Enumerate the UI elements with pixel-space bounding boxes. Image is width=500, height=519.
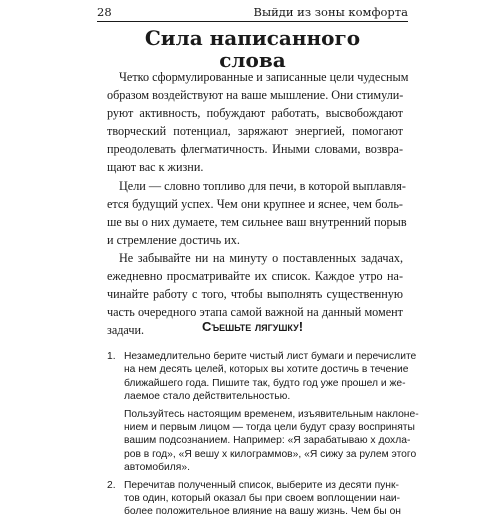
text-line: преодолевать флегматичность. Иными словами, возвра-	[107, 142, 403, 157]
paragraph	[107, 68, 409, 177]
page-number: 28	[97, 5, 112, 19]
text-line: щают вас к жизни.	[107, 160, 204, 175]
list-item-note	[124, 408, 419, 475]
text-line: лаемое стало действительностью.	[124, 391, 291, 403]
text-line: задачи.	[107, 323, 145, 338]
text-line: Не забывайте ни на минуту о поставленных задачах,	[119, 250, 403, 265]
text-line: ше вы о них думаете, тем сильнее ваш внутренний порыв	[107, 214, 407, 229]
title-line: слова	[219, 48, 286, 72]
text-line: на нем десять целей, которых вы хотите достичь в течение	[124, 364, 409, 376]
text-line: Четко сформулированные и записанные цели чудесным	[119, 70, 409, 84]
list-item	[107, 350, 419, 475]
text-line: Цели — словно топливо для печи, в которой выплавля-	[119, 178, 406, 193]
text-line: вашим подсознанием. Например: «Я зарабатываю x дохла-	[124, 435, 411, 447]
list-item	[107, 479, 401, 519]
text-line: ется будущий успех. Чем они крупнее и яснее, чем боль-	[107, 196, 403, 211]
chapter-title	[97, 27, 408, 71]
text-line: Пользуйтесь настоящим временем, изъявительным наклоне-	[124, 408, 419, 420]
text-line: ежедневно просматривайте их список. Каждое утро на-	[107, 269, 403, 284]
text-line: тов один, который оказал бы при своем воплощении наи-	[124, 493, 401, 505]
text-line: чинайте работу с того, чтобы выполнять существенную	[107, 287, 403, 302]
body-text	[107, 68, 409, 339]
text-line: нием и первым лицом — тогда цели будут сразу восприняты	[124, 422, 415, 434]
text-line: Незамедлительно берите чистый лист бумаги и перечислите	[124, 351, 417, 362]
text-line: Перечитав полученный список, выберите из десяти пунк-	[124, 479, 399, 491]
running-head: Выйди из зоны комфорта	[253, 5, 408, 19]
text-line: образом воздействуют на ваше мышление. Они стимули-	[107, 88, 404, 103]
text-line: автомобиля».	[124, 462, 190, 474]
paragraph	[107, 177, 407, 249]
title-line: Сила написанного	[144, 26, 361, 50]
text-line: более положительное влияние на вашу жизнь. Чем бы он	[124, 506, 401, 518]
section-heading: Съешьте лягушку!	[201, 319, 304, 334]
text-line: руют активность, побуждают работать, высвобождают	[107, 106, 403, 121]
text-line: и стремление достичь их.	[107, 232, 240, 247]
text-line: ров в год», «Я вешу x килограммов», «Я сижу за рулем этого	[124, 448, 417, 460]
text-line: творческий потенциал, заряжают энергией, помогают	[107, 124, 403, 139]
numbered-list	[107, 350, 419, 519]
text-line: часть очередного этапа самой важной на данный момент	[107, 305, 403, 320]
list-number: 1.	[107, 351, 116, 362]
header-rule	[97, 21, 408, 22]
list-number: 2.	[107, 479, 116, 491]
text-line: ближайшего года. Пишите так, будто год уже прошел и же-	[124, 377, 406, 389]
